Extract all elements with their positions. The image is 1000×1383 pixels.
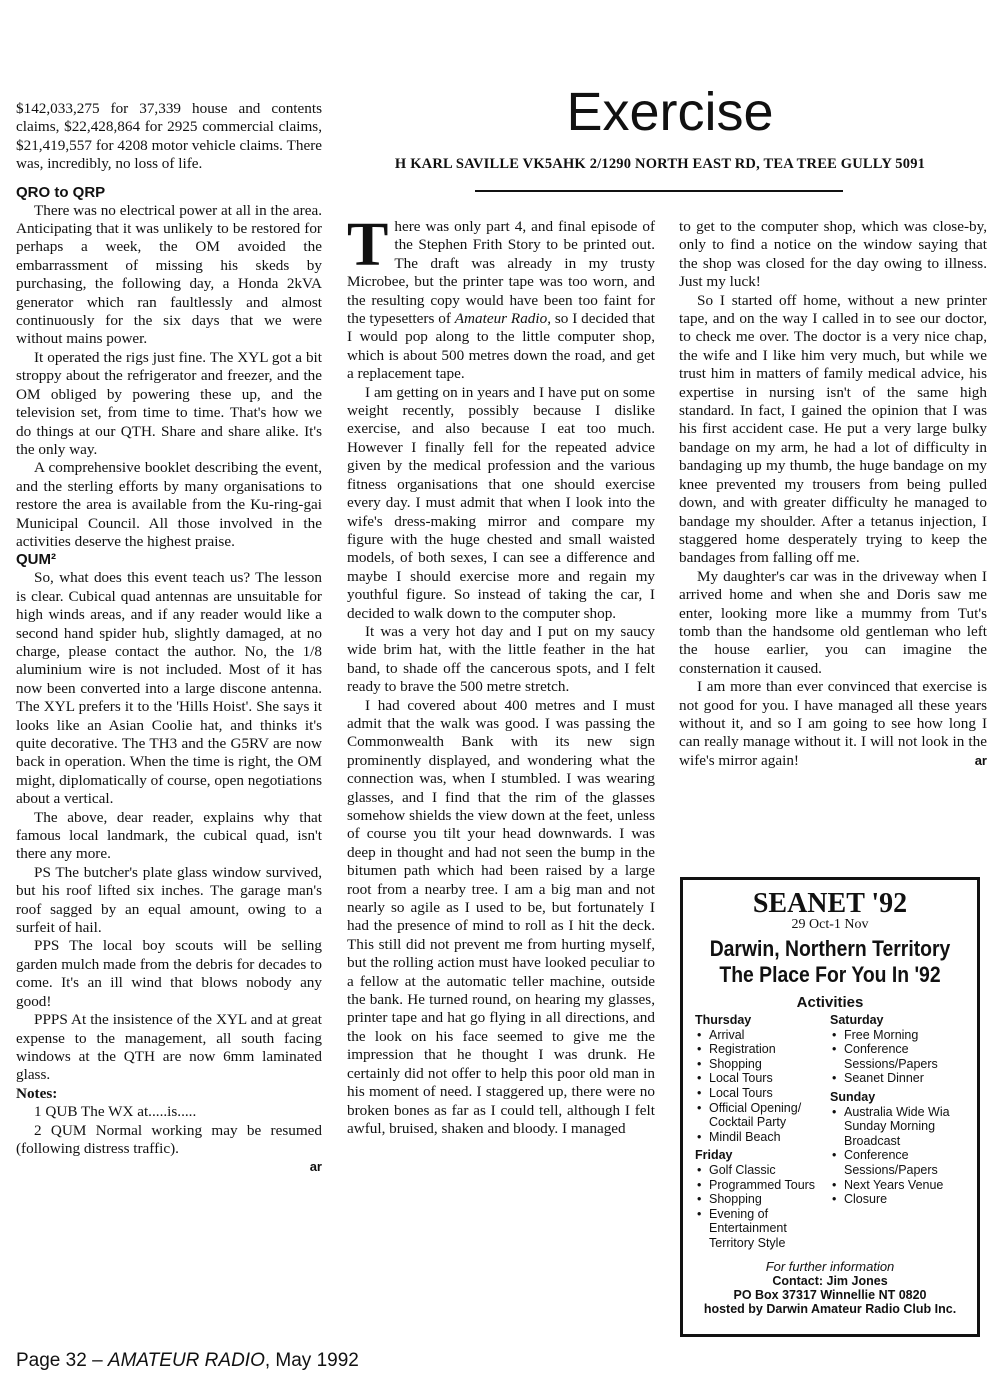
left-column	[16, 100, 322, 1177]
day-sunday: Sunday	[830, 1089, 876, 1104]
list-item: • Golf Classic	[709, 1163, 830, 1178]
day-saturday: Saturday	[830, 1013, 884, 1027]
list-item: • Registration	[709, 1042, 830, 1057]
note-2: 2 QUM Normal working may be resumed (following distress traffic).	[16, 1121, 322, 1157]
list-item: • Programmed Tours	[709, 1178, 830, 1193]
list-item: • Conference Sessions/Papers	[844, 1042, 965, 1071]
ad-host: hosted by Darwin Amateur Radio Club Inc.	[703, 1301, 957, 1316]
list-item: • Arrival	[709, 1028, 830, 1043]
list-item: • Mindil Beach	[709, 1130, 830, 1145]
middle-column	[347, 211, 656, 1138]
ad-schedule	[683, 1013, 977, 1255]
saturday-list	[830, 1028, 965, 1086]
list-item: • Local Tours	[709, 1071, 830, 1086]
ad-contact: Contact: Jim Jones	[772, 1273, 888, 1288]
right-column	[679, 218, 987, 770]
qro-paragraph-2: It operated the rigs just fine. The XYL got a bit stroppy about the refrigerator and freezer, and the OM obliged by powering these up, and the television set, from time to time. That's how we do things at our QTH. Share and share alike. It's the only way.	[16, 348, 322, 458]
qro-paragraph-3: A comprehensive booklet describing the event, and the sterling efforts by many organisations to restore the area is available from the Ku-ring-gai Municipal Council. All those involved in the activities deserve the highest praise.	[16, 459, 322, 550]
list-item: • Conference Sessions/Papers	[844, 1148, 965, 1177]
qum-paragraph-4: PPS The local boy scouts will be selling garden mulch made from the debris for decades to come. It's an ill wind that blows nobody any good!	[16, 937, 322, 1010]
ad-further-info: For further information	[765, 1258, 895, 1274]
list-item: • Australia Wide Wia Sunday Morning Broadcast	[844, 1105, 965, 1149]
list-item: • Evening of Entertainment Territory Style	[709, 1207, 830, 1251]
ad-activities-heading: Activities	[796, 994, 864, 1011]
list-item: • Next Years Venue	[844, 1178, 965, 1193]
ad-headline-1: Darwin, Northern Territory	[709, 936, 951, 961]
qum-paragraph-1: So, what does this event teach us? The lesson is clear. Cubical quad antennas are unsuitable for high winds areas, and if any reader would like a second hand spider hub, slightly damaged, at no charge, please contact the author. No, the 1/8 aluminium wire is not included. Most of it has now been converted into a large discone antenna. The XYL prefers it to the 'Hills Hoist'. She says it looks like an Asian Coolie hat, and thinks it's quite decorative. The TH3 and the G5RV are now back in operation. When the time is right, the OM might, diplomatically of course, open negotiations about a vertical.	[16, 569, 322, 808]
article-paragraph-1	[347, 211, 656, 384]
sunday-list	[830, 1105, 965, 1207]
article-paragraph-3: It was a very hot day and I put on my saucy wide brim hat, with the little feather in the hat band, to shade off the cancerous spots, and I felt ready to brave the 500 metre stretch.	[347, 622, 655, 696]
qum-paragraph-3: PS The butcher's plate glass window survived, but his roof lifted six inches. The garage man's roof sagged by an equal amount, owing to a surfeit of hail.	[16, 863, 322, 937]
list-item: • Free Morning	[844, 1028, 965, 1043]
article-paragraph-8-text: I am more than ever convinced that exercise is not good for you. I have managed all these years without it, and so I am going to see how long I can really manage without it. I will not look in the wife's mirror again!	[679, 678, 987, 769]
article-paragraph-6: So I started off home, without a new printer tape, and on the way I called in to see our doctor, to check me over. The doctor is a very nice chap, the wife and I like him very much, but while we trust him in matters of family medical advice, his expertise in nursing isn't of the same high standard. In fact, I gained the opinion that I was his first accident case. He put a very large bulky bandage on my arm, he had a lot of difficulty in bandaging up my thumb, the huge bandage on my knee prevented my trousers from being pulled down, and with greater difficulty he managed to bandage my shoulder. After a tetanus injection, I staggered home desperately trying to keep the bandages from falling off me.	[679, 291, 987, 567]
drop-cap: T	[347, 211, 389, 279]
ad-dates: 29 Oct-1 Nov	[791, 917, 869, 932]
ad-schedule-right	[830, 1013, 965, 1255]
ad-schedule-left	[695, 1013, 830, 1255]
list-item: • Official Opening/ Cocktail Party	[709, 1101, 830, 1130]
list-item: • Shopping	[709, 1192, 830, 1207]
article-paragraph-1-end: , so I decided that I would pop along to the little computer shop, which is about 500 metres down the road, and get a replacement tape.	[347, 310, 656, 383]
article-title: Exercise	[566, 82, 774, 142]
list-item: • Local Tours	[709, 1086, 830, 1101]
thursday-list	[695, 1028, 830, 1145]
article-paragraph-5: to get to the computer shop, which was close-by, only to find a notice on the window saying that the shop was closed for the day owing to illness. Just my luck!	[679, 218, 987, 291]
footer-magazine: AMATEUR RADIO	[107, 1350, 265, 1371]
list-item: • Seanet Dinner	[844, 1071, 965, 1086]
friday-list	[695, 1163, 830, 1251]
qum-heading: QUM²	[16, 551, 56, 569]
qum-paragraph-2: The above, dear reader, explains why that famous local landmark, the cubical quad, isn't there any more.	[16, 808, 322, 863]
qro-paragraph-1: There was no electrical power at all in the area. Anticipating that it was unlikely to be restored for perhaps a week, the OM avoided the embarrassment of missing his skeds by purchasing, the following day, a Honda 2kVA generator which ran faultlessly and almost continuously for the six days that we were without mains power.	[16, 201, 322, 348]
day-friday: Friday	[695, 1148, 733, 1163]
article-byline: H KARL SAVILLE VK5AHK 2/1290 NORTH EAST RD, TEA TREE GULLY 5091	[394, 156, 926, 172]
notes-heading: Notes:	[16, 1084, 58, 1102]
article-paragraph-2: I am getting on in years and I have put on some weight recently, possibly because I dislike exercise, and also because I eat too much. However I finally fell for the repeated advice given by the medical profession and the various fitness organisations that one should exercise every day. I must admit that when I look into the wife's dress-making mirror and compare my figure with the huge chested and small waisted models, of both sexes, I can see a difference and maybe I should exercise more and regain my youthful figure. So instead of taking the car, I decided to walk down to the computer shop.	[347, 383, 655, 622]
left-signoff: ar	[309, 1159, 322, 1175]
ad-title: SEANET '92	[752, 888, 908, 919]
magazine-name-italic: Amateur Radio	[454, 310, 548, 328]
article-paragraph-8	[679, 678, 987, 770]
qum-paragraph-5: PPPS At the insistence of the XYL and at great expense to the management, all south facing windows at the QTH are now 6mm laminated glass.	[16, 1011, 322, 1084]
article-paragraph-1-text: here was only part 4, and final episode of the Stephen Frith Story to be printed out. The draft was already in my trusty Microbee, but the printer tape was too worn, and the resulting copy would have been too faint for the typesetters of	[347, 218, 655, 328]
footer-date: , May 1992	[264, 1350, 359, 1371]
seanet-advertisement	[680, 877, 980, 1337]
title-divider	[475, 190, 843, 192]
ad-po-box: PO Box 37317 Winnellie NT 0820	[733, 1287, 927, 1302]
article-signoff: ar	[974, 752, 987, 768]
ad-headline-2: The Place For You In '92	[719, 962, 941, 987]
page-footer	[16, 1350, 359, 1372]
page-number: Page 32 –	[16, 1350, 108, 1371]
article-paragraph-7: My daughter's car was in the driveway when I arrived home and when she and Doris saw me enter, looking more like a mummy from Tut's tomb than the handsome old gentleman who left the house earlier, you can imagine the consternation it caused.	[679, 567, 987, 677]
list-item: • Shopping	[709, 1057, 830, 1072]
article-paragraph-4: I had covered about 400 metres and I must admit that the walk was good. I was passing the Commonwealth Bank with its new sign prominently displayed, and wondering what the connection was, when I stumbled. I was wearing glasses, and I find that the rim of the glasses somehow shields the view down at the feet, unless of course you tilt your head downwards. I was deep in thought and had not seen the bump in the bitumen path which had been raised by a large root from a nearby tree. I am a big man and not nearly so agile as I used to be, but fortunately I had the presence of mind to roll as I hit the deck. This still did not prevent me from hurting myself, but the rolling action must have looked peculiar to a fellow at the automatic teller machine, outside the bank. He turned round, on hearing my glasses, printer tape and hat go flying in all directions, and the look on his face seemed to give me the impression that he thought I was drunk. He certainly did not offer to help this poor old man in his moment of need. I staggered up, there were no broken bones as far as I could tell, although I felt awful, bruised, shaken and bloody. I managed	[347, 696, 655, 1137]
intro-paragraph: $142,033,275 for 37,339 house and contents claims, $22,428,864 for 2925 commercial claims, $21,419,557 for 4208 motor vehicle claims. There was, incredibly, no loss of life.	[16, 100, 322, 173]
list-item: • Closure	[844, 1192, 965, 1207]
qro-heading: QRO to QRP	[16, 183, 106, 201]
note-1: 1 QUB The WX at.....is.....	[34, 1103, 197, 1121]
day-thursday: Thursday	[695, 1013, 752, 1027]
